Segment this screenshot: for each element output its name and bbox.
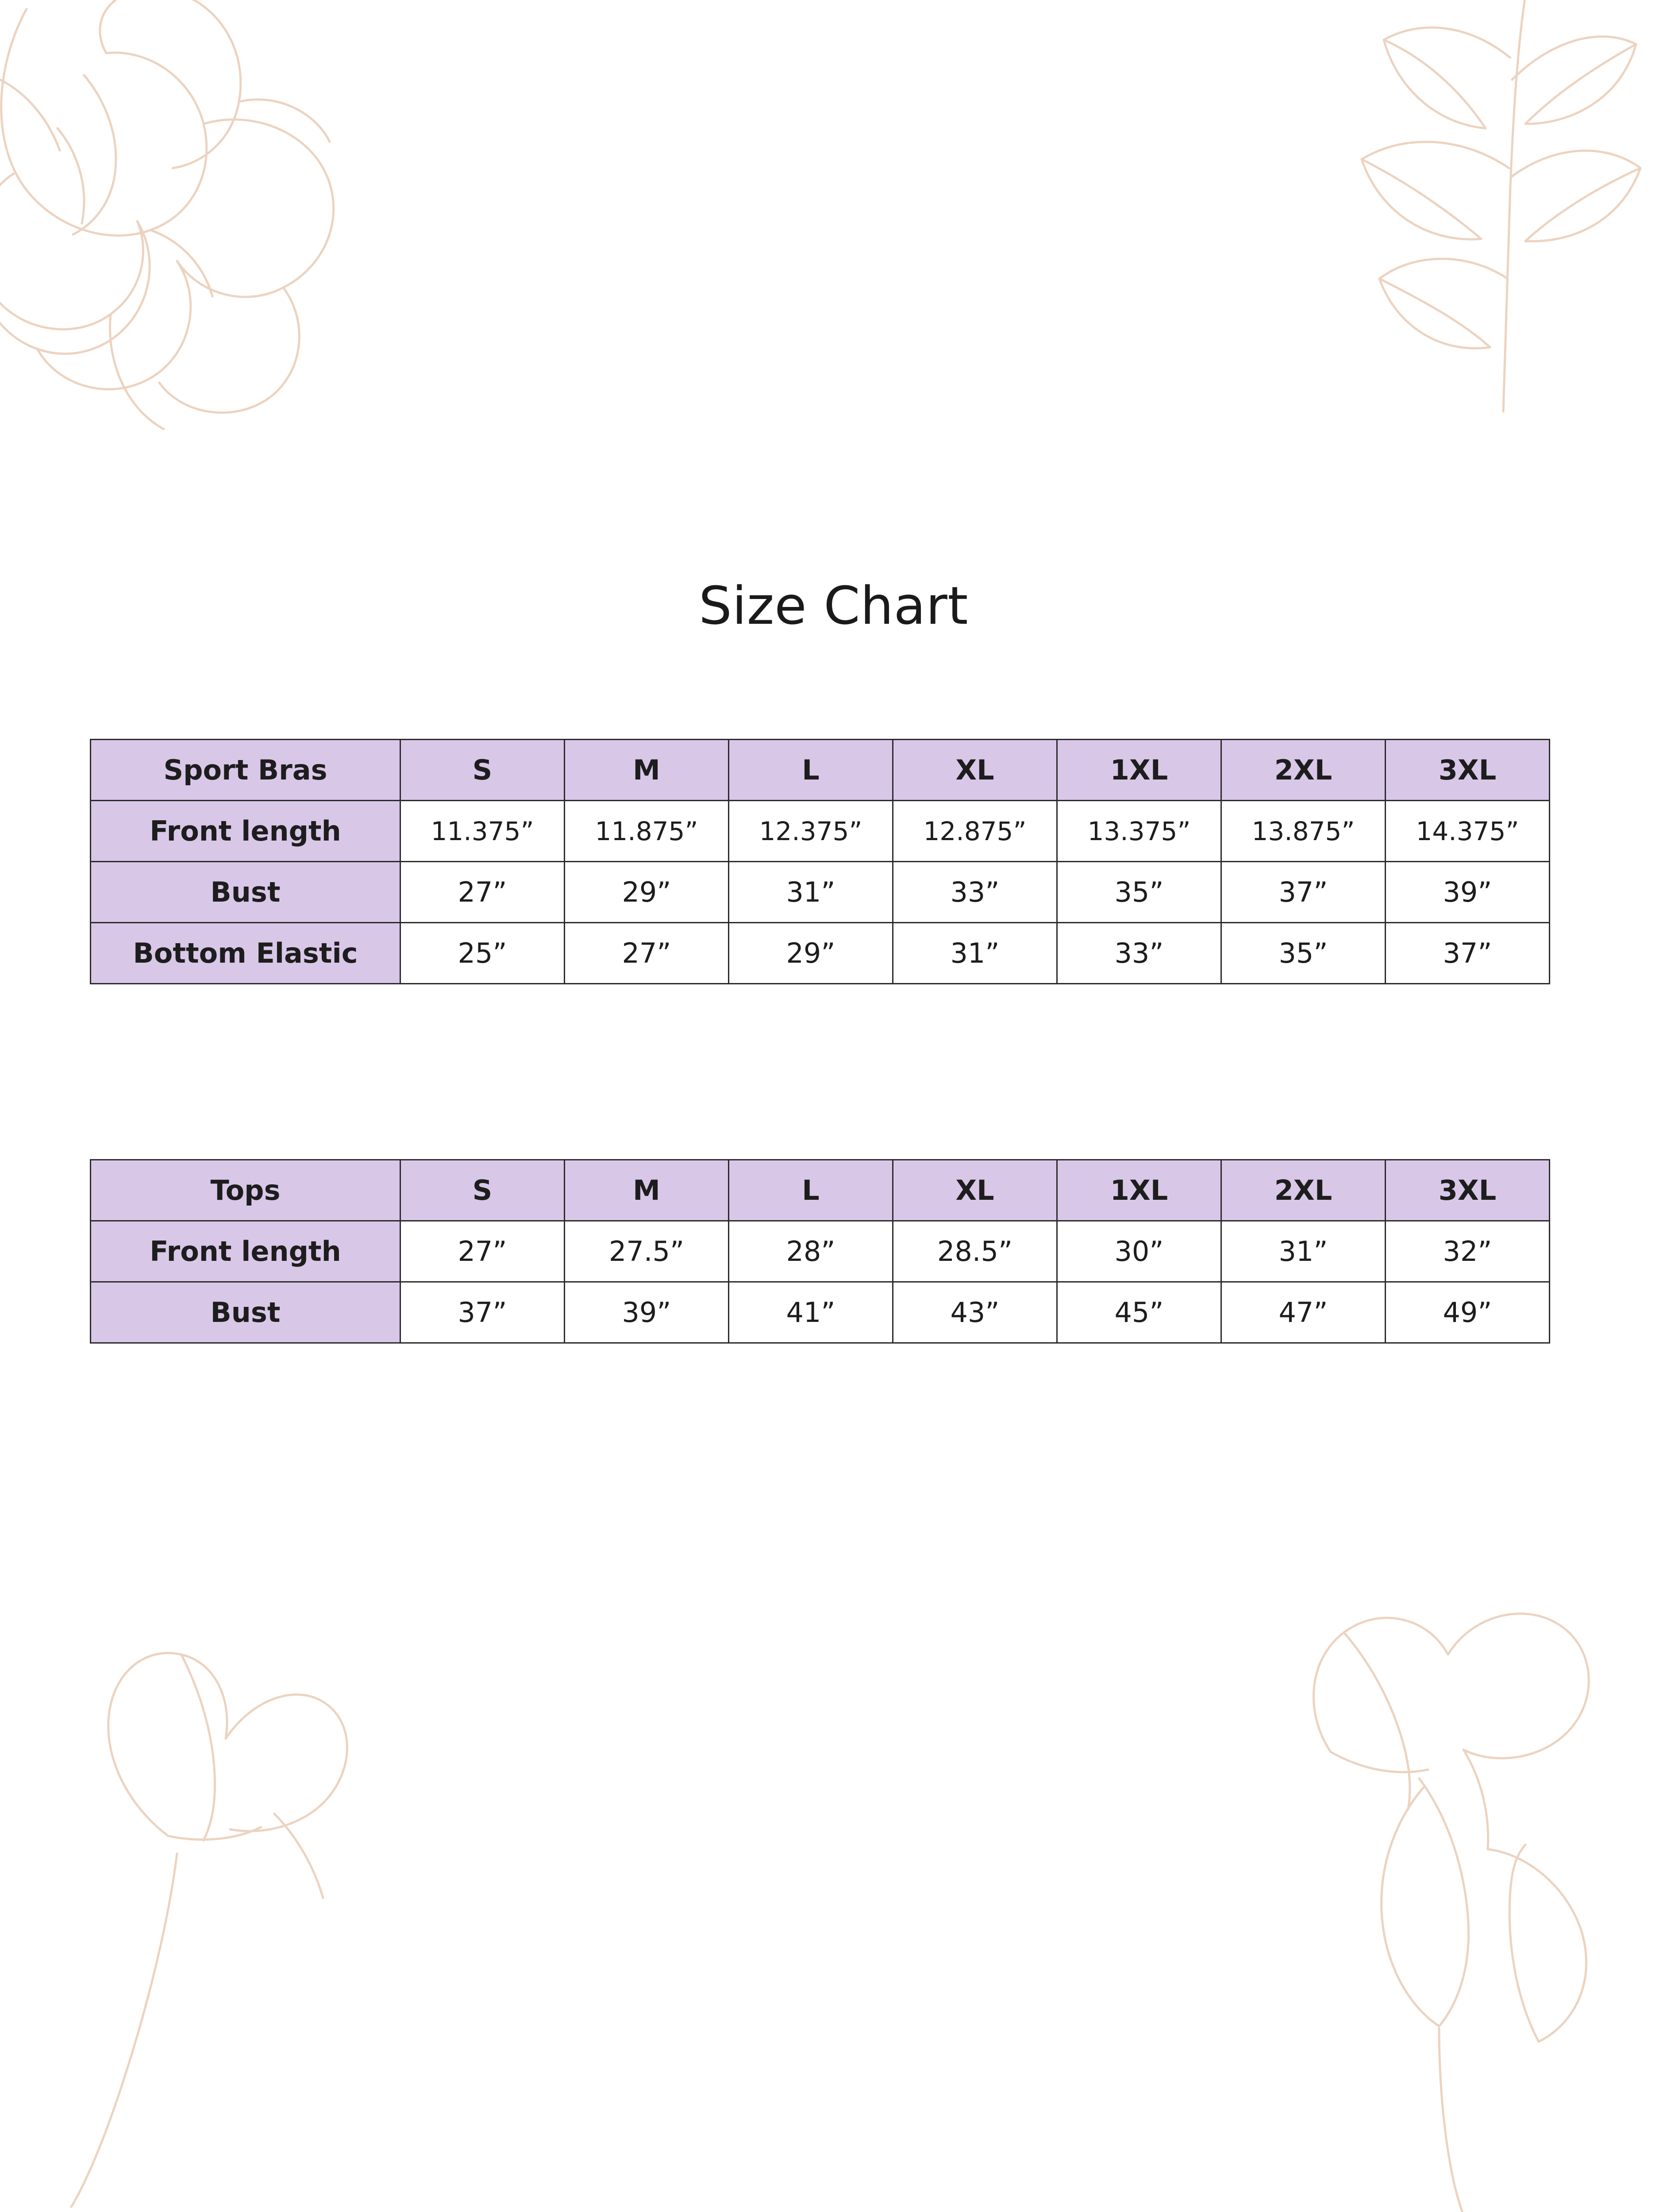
- row-label: Bottom Elastic: [91, 923, 400, 984]
- table-cell: 43”: [893, 1282, 1057, 1343]
- table-cell: 27”: [400, 1221, 565, 1282]
- table-cell: 33”: [893, 862, 1057, 923]
- table-row: [91, 801, 1550, 862]
- table-header-cell: M: [565, 1160, 729, 1221]
- table-cell: 27”: [400, 862, 565, 923]
- table-header-cell: L: [729, 1160, 893, 1221]
- table-cell: 30”: [1057, 1221, 1221, 1282]
- table-header-cell: M: [565, 740, 729, 801]
- table-row: [91, 862, 1550, 923]
- table-cell: 13.875”: [1221, 801, 1386, 862]
- table-cell: 39”: [565, 1282, 729, 1343]
- table-cell: 13.375”: [1057, 801, 1221, 862]
- tops-table: [90, 1159, 1550, 1344]
- table-cell: 35”: [1057, 862, 1221, 923]
- table-cell: 28.5”: [893, 1221, 1057, 1282]
- leaf-branch-outline-icon: [1251, 0, 1649, 434]
- table-cell: 25”: [400, 923, 565, 984]
- row-label: Bust: [91, 862, 400, 923]
- table-cell: 11.375”: [400, 801, 565, 862]
- row-label: Front length: [91, 1221, 400, 1282]
- table-cell: 29”: [729, 923, 893, 984]
- table-header-cell: Sport Bras: [91, 740, 400, 801]
- table-header-row: [91, 1160, 1550, 1221]
- table-cell: 14.375”: [1386, 801, 1550, 862]
- table-header-cell: XL: [893, 1160, 1057, 1221]
- table-cell: 37”: [1386, 923, 1550, 984]
- table-cell: 32”: [1386, 1221, 1550, 1282]
- row-label: Bust: [91, 1282, 400, 1343]
- table-cell: 37”: [400, 1282, 565, 1343]
- table-cell: 41”: [729, 1282, 893, 1343]
- sport-bras-table: [90, 739, 1550, 984]
- table-header-cell: S: [400, 740, 565, 801]
- table-header-cell: 3XL: [1386, 740, 1550, 801]
- table-header-cell: Tops: [91, 1160, 400, 1221]
- table-row: [91, 1282, 1550, 1343]
- table-cell: 31”: [1221, 1221, 1386, 1282]
- table-header-cell: L: [729, 740, 893, 801]
- table-cell: 31”: [729, 862, 893, 923]
- peony-flower-outline-icon: [0, 0, 637, 513]
- tops-table-wrapper: [90, 1159, 1550, 1344]
- table-header-cell: XL: [893, 740, 1057, 801]
- bloom-leaf-outline-icon: [1198, 1504, 1640, 2212]
- table-row: [91, 1221, 1550, 1282]
- table-cell: 45”: [1057, 1282, 1221, 1343]
- table-cell: 29”: [565, 862, 729, 923]
- table-header-cell: 1XL: [1057, 1160, 1221, 1221]
- table-cell: 27.5”: [565, 1221, 729, 1282]
- page-title: Size Chart: [698, 575, 968, 636]
- table-header-cell: 1XL: [1057, 740, 1221, 801]
- table-cell: 39”: [1386, 862, 1550, 923]
- table-cell: 31”: [893, 923, 1057, 984]
- table-header-cell: 2XL: [1221, 740, 1386, 801]
- table-cell: 12.875”: [893, 801, 1057, 862]
- table-cell: 35”: [1221, 923, 1386, 984]
- table-cell: 11.875”: [565, 801, 729, 862]
- table-cell: 33”: [1057, 923, 1221, 984]
- table-cell: 47”: [1221, 1282, 1386, 1343]
- table-header-cell: S: [400, 1160, 565, 1221]
- table-header-cell: 3XL: [1386, 1160, 1550, 1221]
- table-cell: 27”: [565, 923, 729, 984]
- table-cell: 28”: [729, 1221, 893, 1282]
- tulip-outline-icon: [66, 1588, 465, 2208]
- table-header-cell: 2XL: [1221, 1160, 1386, 1221]
- table-header-row: [91, 740, 1550, 801]
- table-cell: 49”: [1386, 1282, 1550, 1343]
- table-cell: 37”: [1221, 862, 1386, 923]
- table-cell: 12.375”: [729, 801, 893, 862]
- sport-bras-table-wrapper: [90, 739, 1550, 984]
- table-row: [91, 923, 1550, 984]
- row-label: Front length: [91, 801, 400, 862]
